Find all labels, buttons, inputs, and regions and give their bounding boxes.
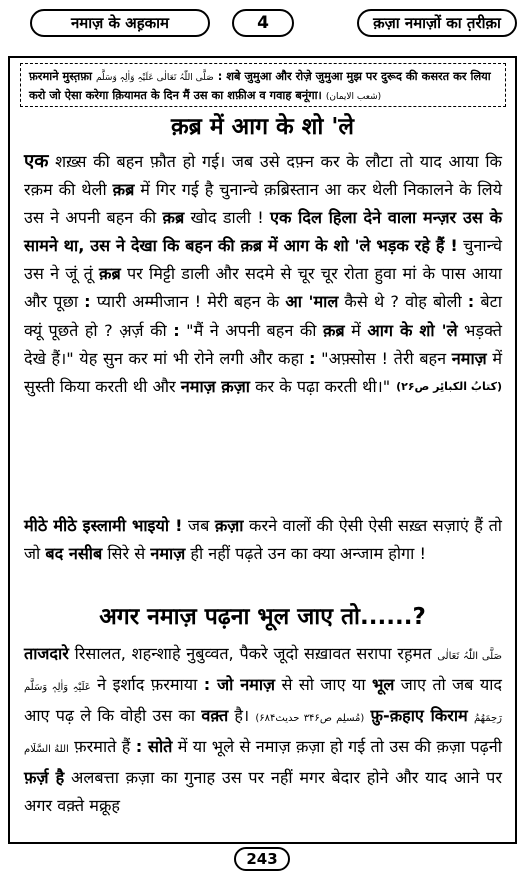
section-heading-2: अगर नमाज़ पढ़ना भूल जाए तो......?	[99, 604, 426, 630]
text-run: में या भूले से नमाज़ क़ज़ा हो गई तो उस की क़ज़ा पढ़नी	[172, 737, 502, 757]
text-run: ही नहीं पढ़ते उन का क्या अन्जाम होगा !	[185, 544, 427, 564]
hadith-salutation: صَلَّی اللّٰہُ تَعَالٰی عَلَیْہِ وَاٰلِہٖ وَسَلَّم	[95, 73, 214, 83]
hadith-lead: फ़रमाने मुस्त़फ़ा	[29, 69, 92, 83]
bold-run: :	[309, 348, 316, 368]
bold-run: क़ब्र	[162, 208, 185, 228]
bold-run: :	[173, 320, 180, 340]
text-run: चुनान्चे उस ने जूं तूं	[24, 236, 502, 284]
text-run: से सो जाए या	[275, 675, 372, 695]
paragraph-1-reference: (کتابُ الکبائِر ص۲۶)	[396, 379, 502, 393]
bold-run: एक दिल हिला देने वाला मन्ज़र उस के सामने था, उस ने देखा कि बहन की क़ब्र में आग के शो 'ले भड़क रहे हैं !	[24, 208, 503, 256]
text-run: ने इर्शाद फ़रमाया	[90, 675, 204, 695]
text-run: में सुस्ती किया करती थी और	[24, 348, 503, 396]
header-chapter-number: 4	[232, 9, 294, 37]
text-run: है।	[228, 706, 256, 726]
text-run: कैसे थे ? वोह बोली	[338, 292, 468, 312]
bold-run: :	[467, 292, 475, 312]
text-run: बेटा क्यूं पूछते हो ? अ़र्ज़ की	[24, 292, 502, 340]
paragraph-3	[24, 640, 502, 821]
text-run: में	[344, 320, 368, 340]
bold-run: क़ब्र	[99, 264, 121, 284]
text-run: जब	[182, 516, 215, 535]
arabic-run: رَحِمَهُمُ اللهُ السَّلَام	[24, 713, 502, 756]
bold-run: फ़र्ज़ है	[24, 768, 65, 788]
text-run: प्यारी अम्मीजान ! मेरी बहन के	[90, 292, 286, 312]
text-run: शख़्स की बहन फ़ौत हो गई। जब उसे दफ़्न कर के लौटा तो याद आया कि रक़म की थेली	[24, 152, 502, 200]
bold-run: नमाज़ क़ज़ा	[180, 376, 250, 396]
arabic-run: صَلَّی اللّٰہُ تَعَالٰی عَلَیْہِ وَاٰلِہٖ وَسَلَّم	[24, 651, 502, 694]
bold-run: भूल	[371, 675, 395, 695]
paragraph-2	[24, 512, 502, 568]
section-heading-1: क़ब्र में आग के शो 'ले	[171, 114, 354, 140]
text-run: में गिर गई है चुनान्चे क़ब्रिस्तान आ कर थेली निकालने के लिये उस ने अपनी बहन की	[24, 180, 502, 228]
header-book-title: नमाज़ के अह़काम	[30, 9, 210, 37]
text-run: फ़रमाते हैं	[68, 737, 136, 757]
header-chapter-title: क़ज़ा नमाज़ों का त़रीक़ा	[357, 9, 517, 37]
arabic-run: (مُسلِم ص۳۴۶ حدیث۶۸۴)	[255, 713, 365, 725]
text-run: "मैं ने अपनी बहन की	[179, 320, 323, 340]
text-run: कर के पढ़ा करती थी।"	[249, 376, 391, 396]
text-run: "अफ़्सोस ! तेरी बहन	[315, 348, 452, 368]
text-run: सिरे से	[102, 544, 151, 564]
text-run: पर मिट्टी डाली और सदमे से चूर चूर रोता हुवा मां के पास आया और पूछा	[24, 264, 502, 312]
bold-run: क़ब्र	[322, 320, 345, 340]
text-run: अलबत्ता क़ज़ा का गुनाह उस पर नहीं मगर बेदार होने और याद आने पर अगर वक़्ते मक्रूह	[24, 768, 502, 816]
bold-run: क़ब्र	[112, 180, 135, 200]
text-run: जाए तो जब याद आए पढ़ ले कि वोही उस का	[24, 675, 502, 726]
page-number: 243	[234, 847, 290, 871]
bold-run: वक़्त	[201, 706, 229, 726]
bold-run: : सोते	[135, 737, 173, 757]
bold-run: फ़ु-क़हाए किराम	[370, 706, 468, 726]
bold-run: बद नसीब	[45, 544, 103, 564]
bold-run: : जो नमाज़	[203, 675, 276, 695]
bold-run: आ 'माल	[285, 292, 339, 312]
bold-run: :	[84, 292, 91, 312]
text-run: रिसालत, शहन्शाहे नुबुव्वत, पैकरे जूदो सख़ावत सरापा रह़मत	[68, 644, 438, 663]
bold-run: आग के शो 'ले	[367, 320, 458, 340]
paragraph-1	[24, 148, 502, 401]
bold-run: नमाज़	[451, 348, 487, 368]
bold-run: मीठे मीठे इस्लामी भाइयो !	[24, 516, 183, 535]
bold-run: ताजदारे	[24, 644, 69, 663]
bold-run: एक	[24, 151, 49, 172]
text-run: करने वालों की ऐसी ऐसी सख़्त सज़ाएं हैं तो जो	[24, 516, 502, 564]
text-run: भड़क्ते देखे हैं।" येह सुन कर मां भी रोने लगी और कहा	[24, 320, 502, 368]
text-run: खोद डाली !	[184, 208, 270, 228]
bold-run: नमाज़	[150, 544, 186, 564]
hadith-source: (شعب الایمان)	[325, 92, 382, 102]
bold-run: क़ज़ा	[214, 516, 244, 535]
hadith-box	[20, 63, 506, 107]
hadith-text: : शबे जुमुआ और रोज़े जुमुआ मुझ पर दुरूद की कसरत कर लिया करो जो ऐसा करेगा क़ियामत के दिन मैं उस का शफ़ीअ व गवाह बनूंगा।	[29, 69, 491, 102]
